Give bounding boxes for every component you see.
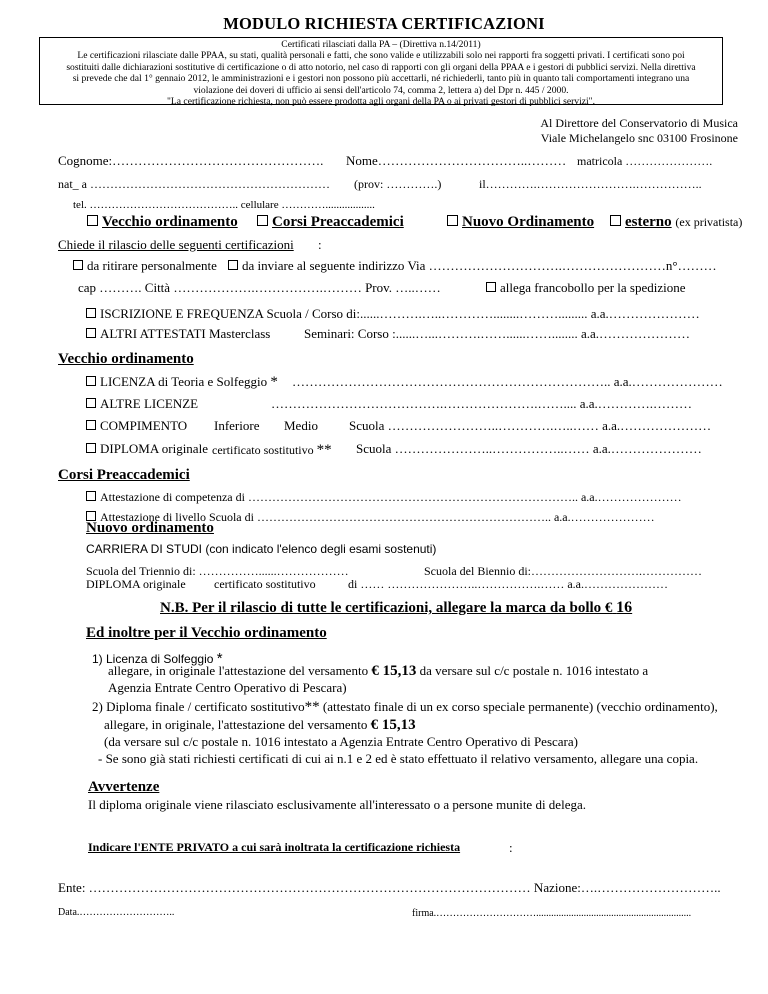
extra-item1-line2: Agenzia Entrate Centro Operativo di Pescara): [108, 680, 347, 695]
checkbox-icon[interactable]: [447, 215, 458, 226]
birthplace-field[interactable]: nat_ a ……………………………………………………: [58, 177, 330, 191]
compimento-dots[interactable]: Scuola ……………………..………….…..…… a.a.…………………: [349, 418, 712, 433]
phone-field[interactable]: tel. ………………………………….. cellulare …………..................: [73, 199, 375, 211]
extra-item2-line4: - Se sono già stati richiesti certificati di cui ai n.1 e 2 ed è stato effettuato il relativo versamento, allegare una copia.: [98, 751, 699, 766]
nb-marca-bollo: N.B. Per il rilascio di tutte le certificazioni, allegare la marca da bollo € 16: [160, 599, 633, 616]
nuovo-di-field[interactable]: di …… …………………..…………….…… a.a.…………………: [348, 577, 668, 591]
compimento-medio[interactable]: Medio: [284, 418, 318, 433]
compimento-item[interactable]: COMPIMENTO: [86, 418, 187, 434]
nuovo-cert[interactable]: certificato sostitutivo: [214, 577, 316, 591]
attestazione-competenza[interactable]: Attestazione di competenza di ……………………………………………………………………….. a.a.…………………: [86, 490, 682, 505]
address-cap-city[interactable]: cap ………. Città ……………….…………….……… Prov. …..……: [78, 280, 441, 295]
checkbox-icon[interactable]: [86, 491, 96, 501]
section-preacc-heading: Corsi Preaccademici: [58, 467, 190, 483]
delivery-pickup[interactable]: da ritirare personalmente: [73, 258, 217, 274]
iscrizione-item[interactable]: ISCRIZIONE E FREQUENZA Scuola / Corso di:......……….…..…………........………......... a.a.…………………: [86, 306, 700, 322]
diploma-item[interactable]: DIPLOMA originale: [86, 441, 208, 457]
altri-attestati-item[interactable]: ALTRI ATTESTATI Masterclass: [86, 326, 270, 342]
carriera-studi[interactable]: CARRIERA DI STUDI (con indicato l'elenco degli esami sostenuti): [86, 542, 437, 556]
type-vecchio[interactable]: Vecchio ordinamento: [87, 214, 238, 231]
licenza-item[interactable]: LICENZA di Teoria e Solfeggio *: [86, 374, 278, 391]
licenza-dots[interactable]: ……………………………………………………………….. a.a.…………………: [292, 374, 723, 389]
request-colon: :: [318, 237, 322, 252]
biennio-field[interactable]: Scuola del Biennio di:……………………….……………: [424, 564, 702, 578]
checkbox-icon[interactable]: [73, 260, 83, 270]
ente-label: Indicare l'ENTE PRIVATO a cui sarà inoltrata la certificazione richiesta: [88, 840, 461, 854]
checkbox-icon[interactable]: [486, 282, 496, 292]
section-nuovo-heading: Nuovo ordinamento: [86, 520, 214, 536]
extra-item2-line2: allegare, in originale, l'attestazione del versamento € 15,13: [104, 717, 416, 733]
notice-line: violazione dei doveri di ufficio ai sensi dell'articolo 74, comma 2, lettera a) del Dpr n. 445 / 2000.: [193, 84, 569, 96]
notice-line: "La certificazione richiesta, non può essere prodotta agli organi della PA o ai privati gestori di pubblici servizi".: [167, 96, 595, 108]
altri-attestati-detail[interactable]: Seminari: Corso :......…...……….……......……........ a.a.…………………: [304, 326, 691, 341]
nome-field[interactable]: Nome……………………………..………: [346, 153, 567, 168]
type-esterno[interactable]: esterno (ex privatista): [610, 214, 742, 231]
notice-line: si prevede che dal 1° gennaio 2012, le amministrazioni e i gestori non possono più accettarli, né richiederli, tanto più in quanto tali comportamenti integrano una: [72, 73, 690, 85]
checkbox-icon[interactable]: [610, 215, 621, 226]
extra-item1-title: 1) Licenza di Solfeggio *: [92, 650, 223, 667]
checkbox-icon[interactable]: [86, 328, 96, 338]
avvertenze-text: Il diploma originale viene rilasciato esclusivamente all'interessato o a persone munite di delega.: [88, 797, 586, 812]
checkbox-icon[interactable]: [86, 376, 96, 386]
legal-notice-box: [39, 37, 723, 108]
type-nuovo[interactable]: Nuovo Ordinamento: [447, 214, 594, 231]
addressee: [540, 116, 738, 146]
ente-nazione-field[interactable]: Ente: ………………………………………………………………………………………… Nazione:….………………………..: [58, 880, 721, 895]
addressee-line: Viale Michelangelo snc 03100 Frosinone: [540, 131, 738, 145]
diploma-dots[interactable]: Scuola …………………..……………..…… a.a.…………………: [356, 441, 702, 456]
checkbox-icon[interactable]: [86, 420, 96, 430]
section-vecchio-heading: Vecchio ordinamento: [58, 351, 194, 367]
addressee-line: Al Direttore del Conservatorio di Musica: [540, 116, 738, 130]
cognome-field[interactable]: Cognome:………………………………………….: [58, 153, 324, 168]
diploma-cert[interactable]: certificato sostitutivo **: [212, 442, 332, 458]
firma-field[interactable]: firma.…………………………..............................................................: [412, 908, 692, 919]
page-title: MODULO RICHIESTA CERTIFICAZIONI: [223, 14, 545, 33]
compimento-inferiore[interactable]: Inferiore: [214, 418, 260, 433]
attestazione-livello[interactable]: Attestazione di livello Scuola di ……………………………………………………………….. a.a.…………………: [86, 510, 655, 525]
altre-licenze-item[interactable]: ALTRE LICENZE: [86, 396, 198, 412]
checkbox-icon[interactable]: [257, 215, 268, 226]
notice-line: Le certificazioni rilasciate dalle PPAA, su stati, qualità personali e fatti, che sono valide e utilizzabili solo nei rapporti fra soggetti privati. I certificati sono poi: [77, 50, 685, 62]
delivery-mail[interactable]: da inviare al seguente indirizzo Via ………………………….……………………n°………: [228, 258, 717, 274]
nuovo-diploma[interactable]: DIPLOMA originale: [86, 577, 186, 591]
extra-item1-line1: allegare, in originale l'attestazione del versamento € 15,13 da versare sul c/c postale n. 1016 intestato a: [108, 663, 649, 679]
notice-line: Certificati rilasciati dalla PA – (Direttiva n.14/2011): [281, 39, 481, 50]
extra-item2-line1: 2) Diploma finale / certificato sostitutivo** (attestato finale di un ex corso speciale permanente) (vecchio ordinamento),: [92, 699, 718, 715]
extra-item2-line3: (da versare sul c/c postale n. 1016 intestato a Agenzia Entrate Centro Operativo di Pescara): [104, 734, 578, 749]
stamp-attach[interactable]: allega francobollo per la spedizione: [486, 280, 686, 296]
checkbox-icon[interactable]: [86, 443, 96, 453]
ente-colon: :: [509, 840, 513, 855]
request-heading: Chiede il rilascio delle seguenti certificazioni: [58, 237, 294, 252]
checkbox-icon[interactable]: [87, 215, 98, 226]
data-field[interactable]: Data.………………………..: [58, 907, 175, 918]
checkbox-icon[interactable]: [86, 398, 96, 408]
checkbox-icon[interactable]: [86, 308, 96, 318]
triennio-field[interactable]: Scuola del Triennio di: ……………......………………: [86, 564, 349, 578]
type-preaccademici[interactable]: Corsi Preaccademici: [257, 214, 404, 231]
avvertenze-heading: Avvertenze: [88, 779, 160, 795]
altre-licenze-dots[interactable]: ………………………………….………………….…….... a.a.………….………: [271, 396, 693, 411]
matricola-field[interactable]: matricola ………………….: [577, 154, 713, 168]
province-field[interactable]: (prov: ………….): [354, 177, 442, 191]
notice-line: sostituiti dalle dichiarazioni sostitutive di certificazione o di atto notorio, nel caso di rapporti con gli organi della PPAA e i gestori di pubblici servizi. Nella direttiva: [66, 61, 696, 73]
birthdate-field[interactable]: il………….…………………….……………..: [479, 177, 702, 191]
checkbox-icon[interactable]: [228, 260, 238, 270]
extra-heading: Ed inoltre per il Vecchio ordinamento: [86, 625, 327, 641]
